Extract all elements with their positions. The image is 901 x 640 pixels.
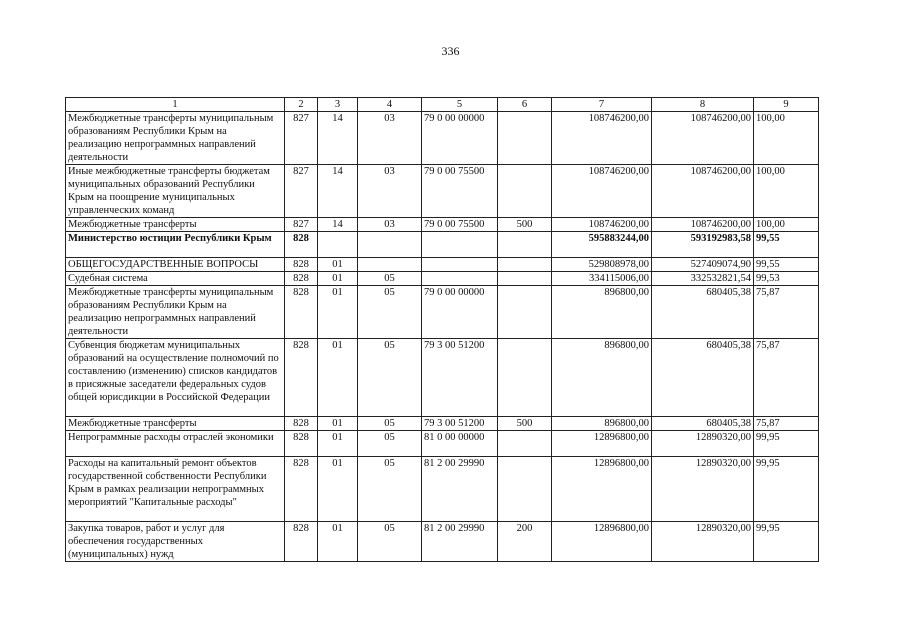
code-subsection <box>358 232 422 258</box>
percent-executed: 100,00 <box>754 165 819 218</box>
code-grbs: 828 <box>285 339 318 417</box>
percent-executed: 99,53 <box>754 272 819 286</box>
code-expense-type <box>498 165 552 218</box>
table-row <box>66 272 819 286</box>
code-subsection: 05 <box>358 272 422 286</box>
code-expense-type <box>498 258 552 272</box>
amount-executed: 527409074,90 <box>652 258 754 272</box>
code-section: 01 <box>318 431 358 457</box>
table-row <box>66 339 819 417</box>
code-target-article <box>422 272 498 286</box>
code-target-article: 79 3 00 51200 <box>422 417 498 431</box>
amount-executed: 108746200,00 <box>652 112 754 165</box>
code-subsection: 03 <box>358 112 422 165</box>
item-name: Расходы на капитальный ремонт объектов государственной собственности Республики Крым в рамках реализации непрограммных мероприятий "Капитальные расходы" <box>66 457 285 522</box>
code-section: 14 <box>318 165 358 218</box>
code-target-article: 79 3 00 51200 <box>422 339 498 417</box>
table-row <box>66 522 819 562</box>
amount-executed: 680405,38 <box>652 286 754 339</box>
amount-executed: 12890320,00 <box>652 522 754 562</box>
code-subsection: 05 <box>358 522 422 562</box>
code-section: 01 <box>318 522 358 562</box>
item-name: Судебная система <box>66 272 285 286</box>
amount-executed: 332532821,54 <box>652 272 754 286</box>
page-number: 336 <box>441 44 460 58</box>
percent-executed: 99,55 <box>754 232 819 258</box>
code-expense-type <box>498 339 552 417</box>
amount-planned: 896800,00 <box>552 417 652 431</box>
percent-executed: 99,95 <box>754 431 819 457</box>
code-grbs: 828 <box>285 417 318 431</box>
amount-planned: 334115006,00 <box>552 272 652 286</box>
code-target-article: 81 0 00 00000 <box>422 431 498 457</box>
code-expense-type: 500 <box>498 417 552 431</box>
code-subsection: 03 <box>358 218 422 232</box>
code-section: 01 <box>318 457 358 522</box>
code-subsection: 03 <box>358 165 422 218</box>
code-subsection: 05 <box>358 431 422 457</box>
table-row <box>66 431 819 457</box>
amount-planned: 529808978,00 <box>552 258 652 272</box>
amount-planned: 108746200,00 <box>552 218 652 232</box>
amount-executed: 108746200,00 <box>652 165 754 218</box>
table-row <box>66 258 819 272</box>
code-grbs: 828 <box>285 457 318 522</box>
code-subsection: 05 <box>358 286 422 339</box>
table-row <box>66 232 819 258</box>
item-name: Закупка товаров, работ и услуг для обеспечения государственных (муниципальных) нужд <box>66 522 285 562</box>
code-grbs: 828 <box>285 232 318 258</box>
header-cell: 5 <box>422 98 498 112</box>
table-row <box>66 417 819 431</box>
code-expense-type: 200 <box>498 522 552 562</box>
code-expense-type <box>498 457 552 522</box>
percent-executed: 100,00 <box>754 112 819 165</box>
code-target-article: 79 0 00 00000 <box>422 112 498 165</box>
percent-executed: 100,00 <box>754 218 819 232</box>
code-section: 01 <box>318 339 358 417</box>
code-target-article: 79 0 00 75500 <box>422 218 498 232</box>
amount-executed: 108746200,00 <box>652 218 754 232</box>
amount-executed: 12890320,00 <box>652 457 754 522</box>
item-name: Межбюджетные трансферты <box>66 218 285 232</box>
amount-planned: 896800,00 <box>552 286 652 339</box>
code-grbs: 828 <box>285 258 318 272</box>
code-grbs: 827 <box>285 112 318 165</box>
header-cell: 9 <box>754 98 819 112</box>
header-cell: 1 <box>66 98 285 112</box>
amount-planned: 12896800,00 <box>552 457 652 522</box>
code-target-article <box>422 258 498 272</box>
amount-executed: 680405,38 <box>652 417 754 431</box>
code-subsection: 05 <box>358 457 422 522</box>
code-target-article: 81 2 00 29990 <box>422 457 498 522</box>
amount-planned: 12896800,00 <box>552 522 652 562</box>
percent-executed: 75,87 <box>754 286 819 339</box>
code-expense-type <box>498 232 552 258</box>
amount-planned: 896800,00 <box>552 339 652 417</box>
code-section: 14 <box>318 112 358 165</box>
code-section: 01 <box>318 417 358 431</box>
table-row <box>66 457 819 522</box>
code-subsection <box>358 258 422 272</box>
header-row <box>66 98 819 112</box>
amount-planned: 108746200,00 <box>552 165 652 218</box>
percent-executed: 75,87 <box>754 417 819 431</box>
code-expense-type <box>498 272 552 286</box>
table-row <box>66 286 819 339</box>
item-name: Иные межбюджетные трансферты бюджетам муниципальных образований Республики Крым на поощрение муниципальных управленческих команд <box>66 165 285 218</box>
code-expense-type: 500 <box>498 218 552 232</box>
amount-executed: 680405,38 <box>652 339 754 417</box>
amount-planned: 12896800,00 <box>552 431 652 457</box>
code-section <box>318 232 358 258</box>
header-cell: 4 <box>358 98 422 112</box>
item-name: Межбюджетные трансферты <box>66 417 285 431</box>
amount-planned: 108746200,00 <box>552 112 652 165</box>
item-name: Субвенция бюджетам муниципальных образований на осуществление полномочий по составлению (изменению) списков кандидатов в присяжные заседатели федеральных судов общей юрисдикции в Российской Федерации <box>66 339 285 417</box>
code-grbs: 828 <box>285 286 318 339</box>
percent-executed: 99,95 <box>754 457 819 522</box>
amount-executed: 593192983,58 <box>652 232 754 258</box>
header-cell: 3 <box>318 98 358 112</box>
percent-executed: 75,87 <box>754 339 819 417</box>
code-grbs: 827 <box>285 218 318 232</box>
code-section: 01 <box>318 286 358 339</box>
code-expense-type <box>498 112 552 165</box>
header-cell: 2 <box>285 98 318 112</box>
code-subsection: 05 <box>358 417 422 431</box>
code-grbs: 828 <box>285 522 318 562</box>
header-cell: 6 <box>498 98 552 112</box>
code-subsection: 05 <box>358 339 422 417</box>
header-cell: 7 <box>552 98 652 112</box>
code-expense-type <box>498 286 552 339</box>
code-grbs: 828 <box>285 272 318 286</box>
code-grbs: 827 <box>285 165 318 218</box>
code-target-article <box>422 232 498 258</box>
amount-executed: 12890320,00 <box>652 431 754 457</box>
header-cell: 8 <box>652 98 754 112</box>
code-section: 14 <box>318 218 358 232</box>
code-target-article: 79 0 00 00000 <box>422 286 498 339</box>
table-row <box>66 165 819 218</box>
item-name: Непрограммные расходы отраслей экономики <box>66 431 285 457</box>
code-grbs: 828 <box>285 431 318 457</box>
code-section: 01 <box>318 272 358 286</box>
budget-table <box>65 97 819 562</box>
amount-planned: 595883244,00 <box>552 232 652 258</box>
item-name: Межбюджетные трансферты муниципальным образованиям Республики Крым на реализацию непрограммных направлений деятельности <box>66 286 285 339</box>
code-expense-type <box>498 431 552 457</box>
item-name: Межбюджетные трансферты муниципальным образованиям Республики Крым на реализацию непрограммных направлений деятельности <box>66 112 285 165</box>
table-row <box>66 112 819 165</box>
item-name: ОБЩЕГОСУДАРСТВЕННЫЕ ВОПРОСЫ <box>66 258 285 272</box>
code-target-article: 79 0 00 75500 <box>422 165 498 218</box>
code-section: 01 <box>318 258 358 272</box>
item-name: Министерство юстиции Республики Крым <box>66 232 285 258</box>
percent-executed: 99,55 <box>754 258 819 272</box>
percent-executed: 99,95 <box>754 522 819 562</box>
table-row <box>66 218 819 232</box>
code-target-article: 81 2 00 29990 <box>422 522 498 562</box>
